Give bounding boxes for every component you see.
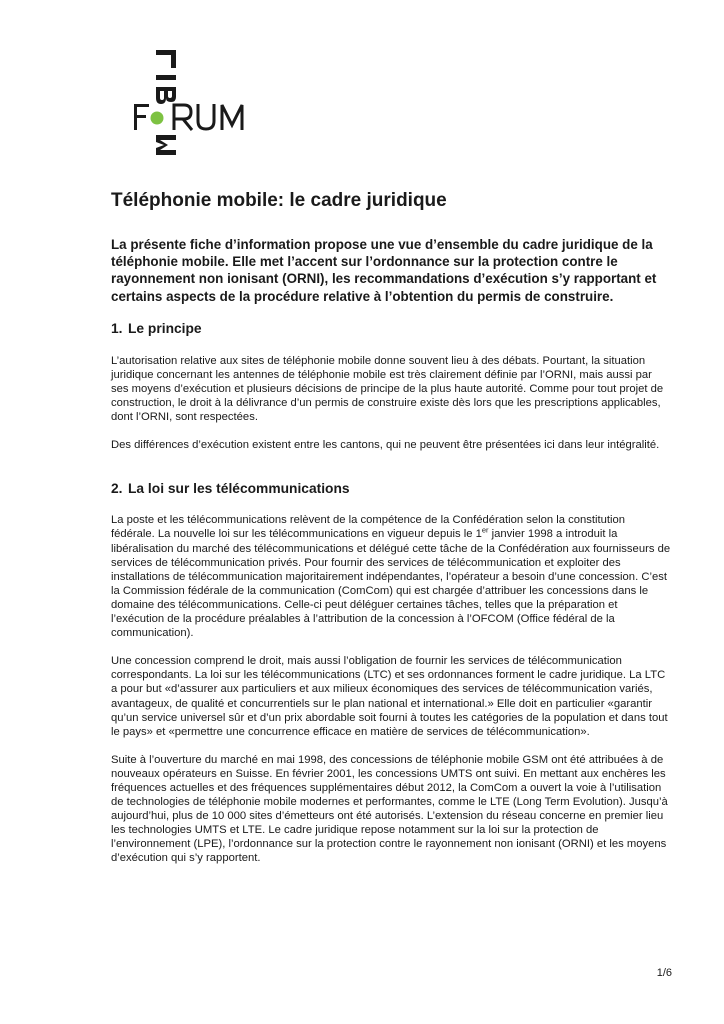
paragraph-text: La poste et les télécommunications relèvent de la compétence de la Confédération selon la constitution fédérale. La nouvelle loi sur les télécommunications en vigueur depuis le 1: [111, 514, 626, 541]
section-title: La loi sur les télécommunications: [128, 481, 350, 497]
page-number: 1/6: [656, 967, 672, 979]
paragraph: [111, 513, 671, 640]
section-title: Le principe: [128, 320, 202, 336]
superscript: er: [481, 525, 489, 535]
document-body: [111, 189, 671, 866]
lead-paragraph: La présente fiche d’information propose une vue d’ensemble du cadre juridique de la téléphonie mobile. Elle met l’accent sur l’ordonnance sur la protection contre le rayonnement non ionisant (ORNI), les recommandations d’exécution s’y rapportant et certains aspects de la procédure relative à l’obtention du permis de construire.: [111, 237, 657, 304]
section-1-heading: [111, 320, 671, 338]
paragraph: L’autorisation relative aux sites de téléphonie mobile donne souvent lieu à des débats. Pourtant, la situation juridique concernant les antennes de téléphonie mobile est très clairement définie par l’ORNI, mais aussi par ses moyens d’exécution et plusieurs décisions de principe de la plus haute autorité. Comme pour tout projet de construction, le droit à la délivrance d’un permis de construire existe dès lors que les prescriptions applicables, dont l’ORNI, sont respectées.: [111, 354, 664, 424]
section-number: 1.: [111, 320, 123, 336]
document-title: Téléphonie mobile: le cadre juridique: [111, 190, 447, 211]
section-2-heading: [111, 480, 671, 498]
paragraph: Des différences d’exécution existent entre les cantons, qui ne peuvent être présentées ici dans leur intégralité.: [111, 439, 660, 452]
paragraph: Suite à l’ouverture du marché en mai 1998, des concessions de téléphonie mobile GSM ont été attribuées à de nouveaux opérateurs en Suisse. En février 2001, les concessions UMTS ont suivi. En mettant aux enchères les fréquences actuelles et des fréquences supplémentaires début 2012, la ComCom a ouvert la voie à l’utilisation de technologies de téléphonie mobile modernes et performantes, comme le LTE (Long Term Evolution). Jusqu’à aujourd’hui, plus de 10 000 sites d’émetteurs ont été autorisés. L’extension du réseau concerne en premier lieu les technologies UMTS et LTE. Le cadre juridique repose notamment sur la loi sur la protection de l’environnement (LPE), l’ordonnance sur la protection contre le rayonnement non ionisant (ORNI) et les moyens d’exécution qui s’y rapportent.: [111, 753, 668, 865]
logo-green-dot: [151, 112, 164, 125]
section-number: 2.: [111, 481, 123, 497]
paragraph: Une concession comprend le droit, mais aussi l’obligation de fournir les services de télécommunication correspondants. La loi sur les télécommunications (LTC) et ses ordonnances forment le cadre juridique. La LTC a pour but «d’assurer aux particuliers et aux milieux économiques des services de télécommunication variés, avantageux, de qualité et concurrentiels sur le plan national et international.» Elle doit en particulier «garantir qu’un service universel sûr et d’un prix abordable soit fourni à toutes les catégories de la population et dans tout le pays» et «permettre une concurrence efficace en matière de services de télécommunication».: [111, 655, 668, 738]
paragraph-text: janvier 1998 a introduit la libéralisation du marché des télécommunications et délégué cette tâche de la Confédération aux fournisseurs de services de télécommunication privés. Pour fournir des services de télécommunication et exploiter des installations de télécommunication majoritairement indépendantes, l’opérateur a besoin d’une concession. C’est la Commission fédérale de la communication (ComCom) qui est chargée d’attribuer les concessions dans le domaine des télécommunications. Celle-ci peut déléguer certaines tâches, telles que la préparation et l’exécution de la procédure préalables à l’attribution de la concession à l’OFCOM (Office fédéral de la communication).: [111, 528, 671, 640]
mobil-forum-logo: [0, 0, 724, 170]
